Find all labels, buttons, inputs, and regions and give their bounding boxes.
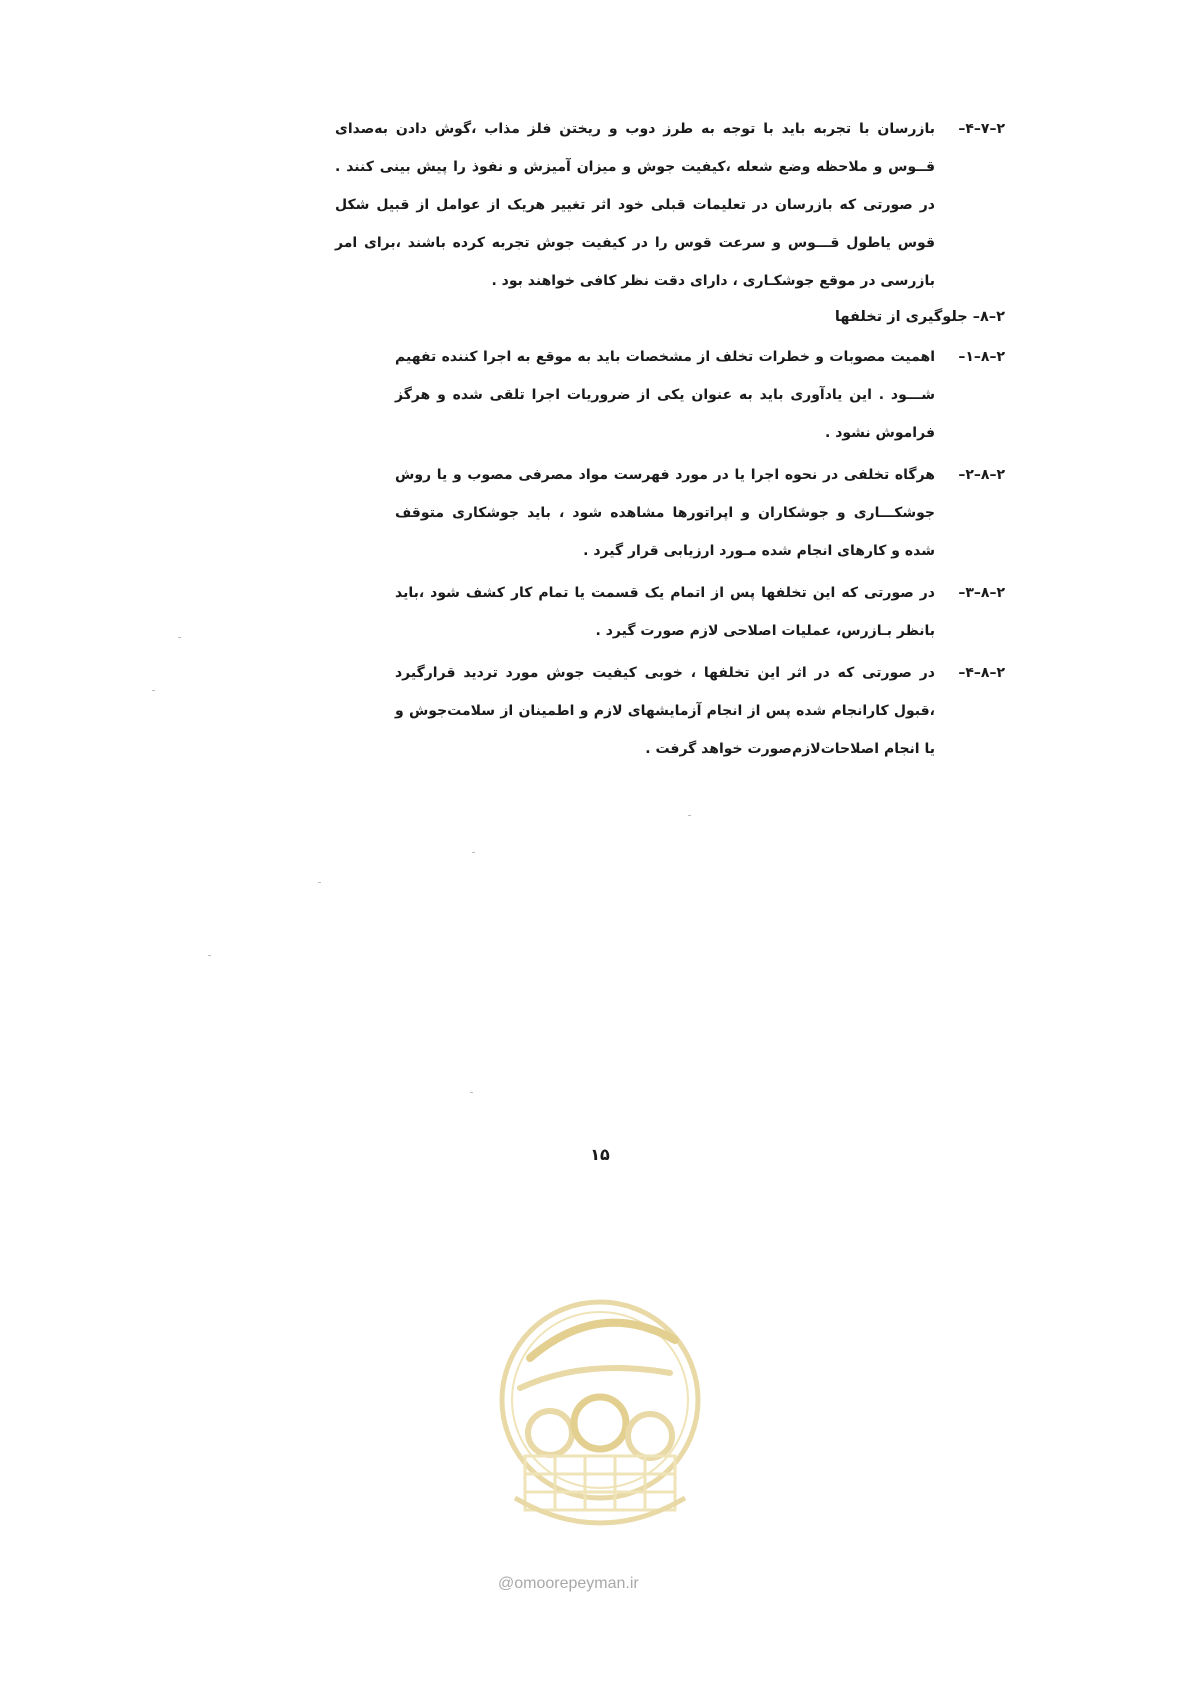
page-number: ۱۵ <box>590 1145 610 1164</box>
document-body <box>335 110 1005 768</box>
clause-2-8-2 <box>335 456 1005 570</box>
scan-speck <box>470 1092 473 1093</box>
clause-text: بازرسان با تجربه باید با توجه به طرز دوب و ریختن فلز مذاب ،گوش دادن به‌صدای قــوس و ملاحظه وضع شعله ،کیفیت جوش و میزان آمیزش و نفوذ را پیش بینی کنند . در صورتی که بازرسان در تعلیمات قبلی خود اثر تغییر هریک از عوامل از قبیل شکل قوس یاطول قـــوس و سرعت قوس را در کیفیت جوش تجربه کرده باشند ،برای امر بازرسی در موقع جوشکـاری ، دارای دقت نظر کافی خواهند بود . <box>335 121 935 289</box>
scan-speck <box>152 690 155 691</box>
clause-text: هرگاه تخلفی در نحوه اجرا یا در مورد فهرست مواد مصرفی مصوب و یا روش جوشکـــاری و جوشکاران و اپراتورها مشاهده شود ، باید جوشکاری متوقف شده و کارهای انجام شده مـورد ارزیابی قرار گیرد . <box>395 467 935 559</box>
clause-number: ۲–۷–۴– <box>958 121 1005 137</box>
clause-number: ۲–۸–۳– <box>958 585 1005 601</box>
clause-2-8-3 <box>335 574 1005 650</box>
scan-speck <box>688 815 691 816</box>
clause-2-7-4 <box>335 110 1005 300</box>
clause-number: ۲–۸–۲– <box>958 467 1005 483</box>
scan-speck <box>318 882 321 883</box>
section-heading: ۲–۸– جلوگیری از تخلفها <box>834 309 1005 325</box>
clause-text: در صورتی که این تخلفها پس از اتمام یک قسمت یا تمام کار کشف شود ،باید بانظر بـازرس، عملیات اصلاحی لازم صورت گیرد . <box>395 585 935 639</box>
clause-2-8-1 <box>335 338 1005 452</box>
scan-speck <box>208 955 211 956</box>
clause-text: اهمیت مصوبات و خطرات تخلف از مشخصات باید به موقع به اجرا کننده تفهیم شـــود . این یادآوری باید به عنوان یکی از ضروریات اجرا تلقی شده و هرگز فراموش نشود . <box>395 349 935 441</box>
clause-text: در صورتی که در اثر این تخلفها ، خوبی کیفیت جوش مورد تردید قرارگیرد ،قبول کارانجام شده پس از انجام آزمایشهای لازم و اطمینان از سلامت‌جوش و یا انجام اصلاحات‌لازم‌صورت خواهد گرفت . <box>395 665 935 757</box>
watermark-site: @omoorepeyman.ir <box>498 1575 639 1592</box>
clause-2-8-4 <box>335 654 1005 768</box>
clause-number: ۲–۸–۴– <box>958 665 1005 681</box>
clause-number: ۲–۸–۱– <box>958 349 1005 365</box>
watermark-logo <box>490 1288 710 1572</box>
scan-speck <box>178 637 181 638</box>
scan-speck <box>472 852 475 853</box>
